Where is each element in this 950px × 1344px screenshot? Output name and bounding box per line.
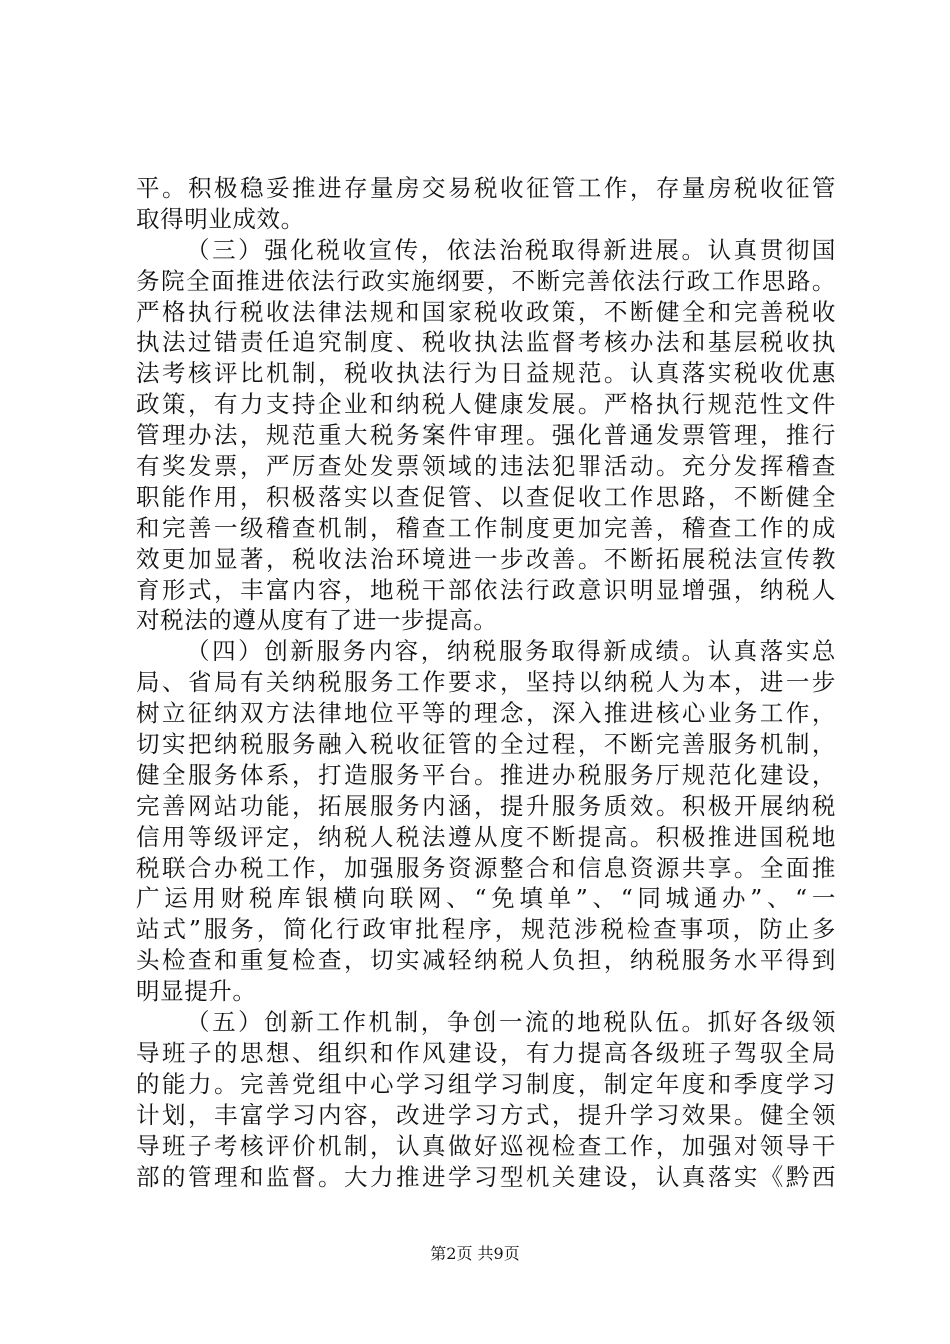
text-line: 对税法的遵从度有了进一步提高。	[136, 606, 498, 635]
text-line: 务院全面推进依法行政实施纲要，不断完善依法行政工作思路。	[136, 266, 836, 295]
text-line: 政策，有力支持企业和纳税人健康发展。严格执行规范性文件	[136, 390, 836, 419]
text-line: 育形式，丰富内容，地税干部依法行政意识明显增强，纳税人	[136, 575, 836, 604]
paragraph-heading-5: （五）创新工作机制，争创一流的地税队伍。抓好各级领	[186, 1008, 836, 1037]
text-line: 职能作用，积极落实以查促管、以查促收工作思路，不断健全	[136, 482, 836, 511]
text-line: 完善网站功能，拓展服务内涵，提升服务质效。积极开展纳税	[136, 791, 836, 820]
paragraph-heading-4: （四）创新服务内容，纳税服务取得新成绩。认真落实总	[186, 637, 836, 666]
body-text	[136, 173, 836, 1192]
text-line: 部的管理和监督。大力推进学习型机关建设，认真落实《黔西	[136, 1162, 836, 1191]
text-line: 局、省局有关纳税服务工作要求，坚持以纳税人为本，进一步	[136, 668, 836, 697]
text-line: 切实把纳税服务融入税收征管的全过程，不断完善服务机制，	[136, 730, 836, 759]
text-line: 明显提升。	[136, 977, 257, 1006]
text-line: 法考核评比机制，税收执法行为日益规范。认真落实税收优惠	[136, 359, 836, 388]
text-line: 严格执行税收法律法规和国家税收政策，不断健全和完善税收	[136, 297, 836, 326]
text-line: 的能力。完善党组中心学习组学习制度，制定年度和季度学习	[136, 1069, 836, 1098]
text-line: 计划，丰富学习内容，改进学习方式，提升学习效果。健全领	[136, 1100, 836, 1129]
text-line: 和完善一级稽查机制，稽查工作制度更加完善，稽查工作的成	[136, 513, 836, 542]
text-line: 树立征纳双方法律地位平等的理念，深入推进核心业务工作，	[136, 699, 836, 728]
text-line: 税联合办税工作，加强服务资源整合和信息资源共享。全面推	[136, 853, 836, 882]
text-line: 站式”服务，简化行政审批程序，规范涉税检查事项，防止多	[136, 915, 836, 944]
text-line: 管理办法，规范重大税务案件审理。强化普通发票管理，推行	[136, 421, 836, 450]
text-line: 健全服务体系，打造服务平台。推进办税服务厅规范化建设，	[136, 760, 836, 789]
text-line: 效更加显著，税收法治环境进一步改善。不断拓展税法宣传教	[136, 544, 836, 573]
text-line: 信用等级评定，纳税人税法遵从度不断提高。积极推进国税地	[136, 822, 836, 851]
text-line: 有奖发票，严厉查处发票领域的违法犯罪活动。充分发挥稽查	[136, 452, 836, 481]
text-line: 执法过错责任追究制度、税收执法监督考核办法和基层税收执	[136, 328, 836, 357]
paragraph-heading-3: （三）强化税收宣传，依法治税取得新进展。认真贯彻国	[186, 235, 836, 264]
text-line: 取得明业成效。	[136, 204, 305, 233]
text-line: 导班子考核评价机制，认真做好巡视检查工作，加强对领导干	[136, 1131, 836, 1160]
text-line: 导班子的思想、组织和作风建设，有力提高各级班子驾驭全局	[136, 1038, 836, 1067]
text-line: 头检查和重复检查，切实减轻纳税人负担，纳税服务水平得到	[136, 946, 836, 975]
text-line: 平。积极稳妥推进存量房交易税收征管工作，存量房税收征管	[136, 174, 836, 202]
page-number-footer: 第2页 共9页	[430, 1244, 520, 1263]
text-line: 广运用财税库银横向联网、“免填单”、“同城通办”、“一	[136, 884, 836, 913]
